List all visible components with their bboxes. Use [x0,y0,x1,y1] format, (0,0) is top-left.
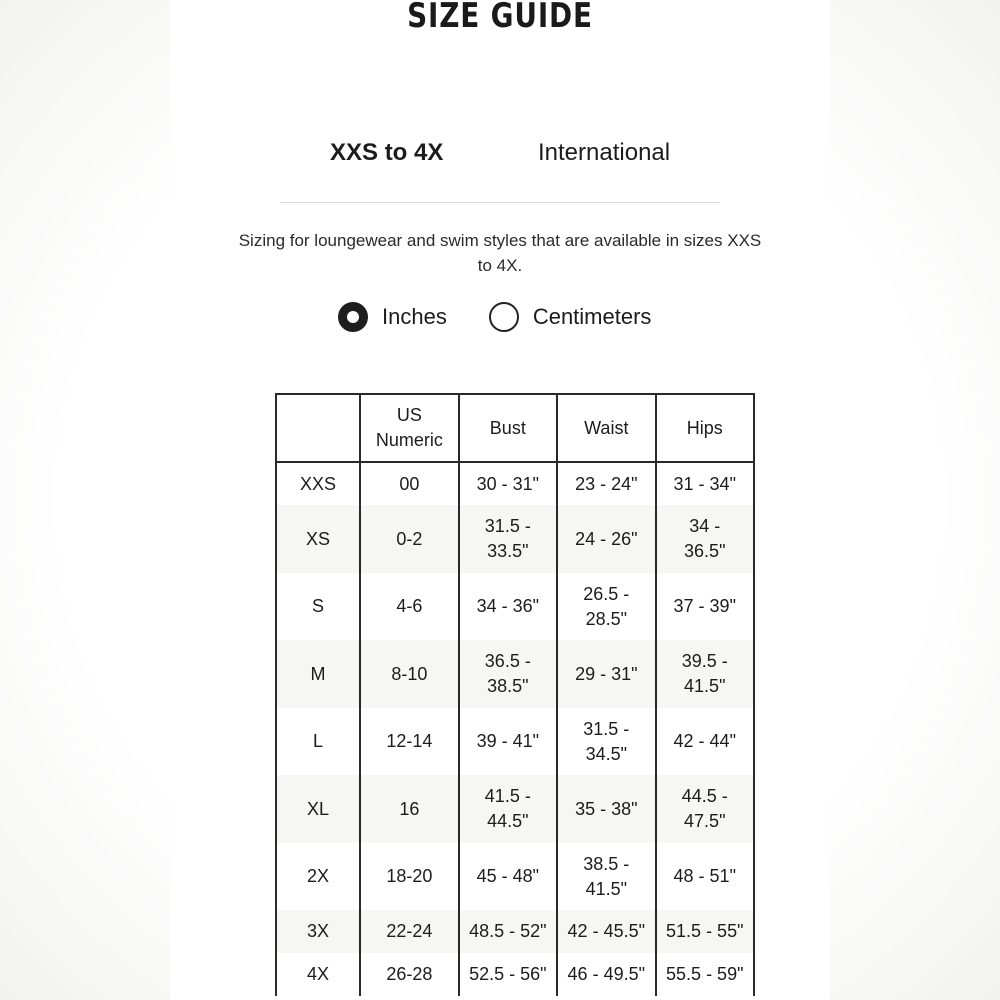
table-row [276,910,754,953]
cell-bust [459,775,557,843]
cell-hips-value: 31 - 34" [673,473,736,494]
table-row [276,462,754,505]
size-tabs [280,136,720,203]
cell-hips [656,843,754,910]
cell-size [276,843,360,910]
table-body [276,462,754,996]
cell-us-numeric-value: 4-6 [396,596,423,616]
cell-us-numeric-value: 22-24 [386,921,433,941]
cell-bust [459,708,557,775]
cell-us-numeric-value: 16 [399,798,420,819]
cell-hips-value: 55.5 - 59" [666,964,744,984]
cell-bust [459,462,557,505]
cell-us-numeric-value: 00 [399,473,420,494]
size-chart-table [275,393,755,996]
sizing-description: Sizing for loungewear and swim styles that are available in sizes XXS to 4X. [238,231,762,275]
tab-international[interactable]: International [538,139,671,166]
cell-size [276,462,360,505]
cell-size-value: XL [307,798,330,819]
cell-waist-value: 35 - 38" [575,798,638,819]
cell-bust [459,640,557,708]
cell-waist [557,953,655,996]
cell-waist [557,775,655,843]
table-header-row [276,394,754,462]
centimeters-radio[interactable] [489,302,652,332]
cell-size-value: 3X [307,921,330,941]
cell-us-numeric [360,640,458,708]
inches-radio[interactable] [338,302,447,332]
table-row [276,843,754,910]
cell-hips [656,462,754,505]
cell-size-value: M [310,663,326,684]
cell-size-value: XS [306,528,331,549]
unit-selector [338,300,651,334]
cell-size [276,505,360,573]
cell-bust [459,505,557,573]
cell-size [276,640,360,708]
cell-hips [656,505,754,573]
cell-hips [656,953,754,996]
table-row [276,708,754,775]
cell-hips-value: 44.5 - 47.5" [681,786,728,831]
cell-waist [557,640,655,708]
cell-us-numeric [360,843,458,910]
cell-bust-value: 30 - 31" [476,473,540,494]
cell-bust-value: 48.5 - 52" [469,921,547,941]
cell-us-numeric [360,708,458,775]
cell-size [276,775,360,843]
radio-unchecked-icon[interactable] [489,302,519,332]
cell-us-numeric [360,775,458,843]
cell-waist [557,708,655,775]
cell-hips-value: 42 - 44" [673,731,736,751]
cell-bust-value: 41.5 - 44.5" [484,786,531,831]
cell-us-numeric-value: 12-14 [386,731,433,751]
cell-us-numeric [360,505,458,573]
cell-hips-value: 51.5 - 55" [666,921,744,941]
cell-bust [459,843,557,910]
cell-waist-value: 42 - 45.5" [567,921,645,941]
cell-us-numeric [360,573,458,640]
cell-size-value: L [313,731,324,751]
cell-bust-value: 31.5 - 33.5" [484,516,531,561]
page-title: SIZE GUIDE [407,0,593,36]
cell-waist [557,843,655,910]
cell-hips [656,775,754,843]
cell-bust-value: 39 - 41" [476,731,540,751]
cell-size-value: 2X [307,866,330,886]
inches-label: Inches [382,304,447,329]
cell-size-value: S [312,596,325,616]
header-us-numeric [360,394,458,462]
centimeters-label: Centimeters [532,304,652,329]
cell-size-value: 4X [307,964,330,984]
header-size [276,394,360,462]
cell-waist-value: 31.5 - 34.5" [583,718,630,764]
cell-size-value: XXS [300,473,337,494]
cell-hips [656,910,754,953]
cell-us-numeric-value: 18-20 [386,866,433,886]
cell-waist [557,462,655,505]
cell-us-numeric [360,910,458,953]
cell-us-numeric [360,462,458,505]
cell-size [276,708,360,775]
cell-waist-value: 26.5 - 28.5" [583,583,630,629]
header-waist: Waist [557,394,655,462]
cell-waist [557,910,655,953]
cell-hips-value: 39.5 - 41.5" [681,651,728,696]
cell-hips [656,708,754,775]
cell-waist [557,573,655,640]
cell-bust [459,910,557,953]
cell-hips [656,640,754,708]
cell-waist-value: 46 - 49.5" [567,964,645,984]
cell-waist-value: 23 - 24" [575,473,638,494]
cell-bust [459,573,557,640]
tab-xxs-to-4x[interactable]: XXS to 4X [330,139,444,166]
cell-size [276,910,360,953]
header-us-numeric-label: US Numeric [375,405,443,450]
cell-size [276,573,360,640]
cell-hips-value: 34 - 36.5" [684,516,726,561]
cell-bust-value: 45 - 48" [476,866,540,886]
cell-bust-value: 34 - 36" [476,596,540,616]
table-row [276,953,754,996]
header-hips: Hips [656,394,754,462]
cell-waist-value: 38.5 - 41.5" [583,853,630,899]
cell-us-numeric-value: 8-10 [391,663,428,684]
cell-waist-value: 24 - 26" [575,528,638,549]
cell-us-numeric-value: 26-28 [386,964,433,984]
radio-checked-icon[interactable] [338,302,368,332]
table-row [276,775,754,843]
cell-us-numeric [360,953,458,996]
cell-hips-value: 48 - 51" [673,866,736,886]
cell-bust [459,953,557,996]
cell-waist-value: 29 - 31" [575,663,638,684]
cell-bust-value: 36.5 - 38.5" [484,651,531,696]
cell-size [276,953,360,996]
table-row [276,640,754,708]
cell-waist [557,505,655,573]
table-row [276,505,754,573]
header-bust: Bust [459,394,557,462]
cell-bust-value: 52.5 - 56" [469,964,547,984]
cell-hips [656,573,754,640]
table-row [276,573,754,640]
cell-hips-value: 37 - 39" [673,596,736,616]
cell-us-numeric-value: 0-2 [396,528,423,549]
